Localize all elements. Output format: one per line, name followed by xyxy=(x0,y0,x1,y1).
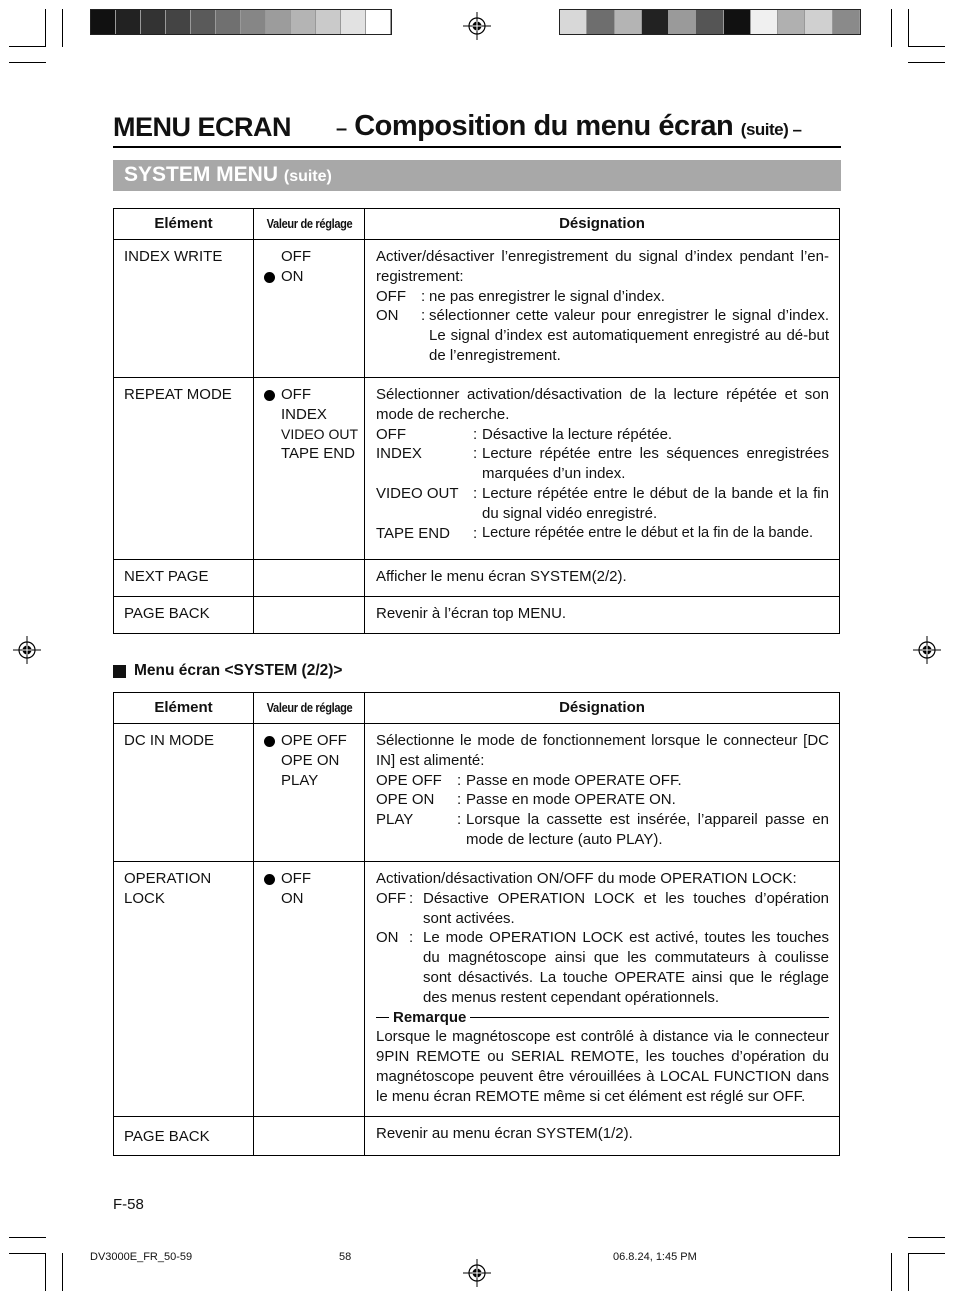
color-swatch xyxy=(724,10,751,34)
color-swatch xyxy=(141,10,166,34)
value-option-default: OFF xyxy=(264,869,364,889)
registration-mark-right-icon xyxy=(913,636,941,664)
value-option: ON xyxy=(281,889,304,907)
default-dot-icon xyxy=(264,736,275,747)
element-cell: OPERATION LOCK xyxy=(114,862,254,1117)
element-cell: PAGE BACK xyxy=(114,1117,254,1156)
color-swatch xyxy=(116,10,141,34)
system-menu-table-2 xyxy=(113,692,840,1156)
color-swatch xyxy=(366,10,391,34)
designation-cell xyxy=(365,724,840,862)
value-cell-empty xyxy=(254,597,365,634)
designation-item: VIDEO OUT : Lecture répétée entre le début de la bande et la fin du signal vidéo enregistré. xyxy=(376,484,829,522)
color-swatch xyxy=(166,10,191,34)
designation-item: OFF : ne pas enregistrer le signal d’index. xyxy=(376,287,665,305)
color-calibration-strip-right xyxy=(559,9,861,35)
color-swatch xyxy=(696,10,723,34)
section-title: SYSTEM MENU xyxy=(124,163,279,186)
value-cell xyxy=(254,240,365,378)
value-option: INDEX xyxy=(281,405,327,423)
color-swatch xyxy=(191,10,216,34)
square-bullet-icon xyxy=(113,665,126,678)
value-option: TAPE END xyxy=(281,445,355,463)
color-swatch xyxy=(587,10,614,34)
color-swatch xyxy=(266,10,291,34)
subheading-text: Menu écran <SYSTEM (2/2)> xyxy=(134,662,343,679)
color-swatch xyxy=(216,10,241,34)
designation-intro: Sélectionner activation/désactivation de la lecture répétée et son mode de recherche. xyxy=(376,386,829,423)
table-row xyxy=(114,597,840,634)
table-header-row xyxy=(114,209,840,240)
title-rule xyxy=(113,146,841,148)
color-swatch xyxy=(642,10,669,34)
designation-cell xyxy=(365,862,840,1117)
col-element: Elément xyxy=(114,209,254,240)
designation-item: OFF : Désactive OPERATION LOCK et les touches d’opération sont activées. xyxy=(376,889,829,927)
designation-intro: Sélectionne le mode de fonctionnement lorsque le connecteur [DC IN] est alimenté: xyxy=(376,732,829,769)
col-value: Valeur de réglage xyxy=(262,693,356,724)
color-swatch xyxy=(316,10,341,34)
value-option-default: OPE OFF xyxy=(264,731,364,751)
title-main: Composition du menu écran xyxy=(354,110,734,142)
color-swatch xyxy=(805,10,832,34)
value-option: VIDEO OUT xyxy=(281,425,359,442)
value-option-default: OFF xyxy=(264,385,364,405)
system-menu-table-1 xyxy=(113,208,840,634)
color-swatch xyxy=(669,10,696,34)
color-swatch xyxy=(751,10,778,34)
table-row xyxy=(114,862,840,1117)
value-option: OFF xyxy=(281,248,311,265)
page-title xyxy=(336,110,801,143)
color-swatch xyxy=(778,10,805,34)
col-designation: Désignation xyxy=(365,693,840,724)
footer-date: 06.8.24, 1:45 PM xyxy=(613,1251,697,1263)
page-title-menu-ecran: MENU ECRAN xyxy=(113,112,292,142)
designation-intro: Activer/désactiver l’enregistrement du signal d’index pendant l’en-registrement: xyxy=(376,248,829,285)
col-designation: Désignation xyxy=(365,209,840,240)
footer-sheet: 58 xyxy=(339,1251,352,1263)
designation-item: OFF : Désactive la lecture répétée. xyxy=(376,425,673,443)
table-row xyxy=(114,724,840,862)
title-dash: – xyxy=(336,118,347,140)
designation-item: TAPE END : Lecture répétée entre le début et la fin de la bande. xyxy=(376,524,814,542)
designation-item: ON : sélectionner cette valeur pour enregistrer le signal d’index. Le signal d’index est automatiquement enregistré au dé-but de l’enregistrement. xyxy=(376,307,829,364)
designation-cell: Revenir à l’écran top MENU. xyxy=(365,597,840,634)
value-option: OPE ON xyxy=(281,751,340,769)
designation-item: ON : Le mode OPERATION LOCK est activé, toutes les touches du magnétoscope ainsi que les commutateurs à coulisse sont désactivés. La touche OPERATE ainsi que le réglage des menus restent cependant opérationnels. xyxy=(376,929,829,1006)
element-cell: NEXT PAGE xyxy=(114,560,254,597)
section-suffix: (suite) xyxy=(283,168,332,185)
designation-cell xyxy=(365,378,840,560)
page-number: F-58 xyxy=(113,1196,144,1213)
value-cell-empty xyxy=(254,1117,365,1156)
value-option: PLAY xyxy=(281,771,319,789)
value-cell xyxy=(254,862,365,1117)
designation-item: INDEX : Lecture répétée entre les séquences enregistrées marquées d’un index. xyxy=(376,445,829,483)
registration-mark-top-icon xyxy=(463,12,491,40)
designation-item: OPE OFF : Passe en mode OPERATE OFF. xyxy=(376,771,682,789)
col-value: Valeur de réglage xyxy=(262,209,356,240)
section-bar xyxy=(113,160,841,191)
value-option-default: ON xyxy=(264,267,364,287)
note-heading: Remarque xyxy=(376,1008,829,1028)
value-cell-empty xyxy=(254,560,365,597)
table-row xyxy=(114,1117,840,1156)
color-swatch xyxy=(291,10,316,34)
default-dot-icon xyxy=(264,874,275,885)
table-row xyxy=(114,560,840,597)
designation-intro: Activation/désactivation ON/OFF du mode OPERATION LOCK: xyxy=(376,870,797,887)
color-calibration-strip-left xyxy=(90,9,392,35)
color-swatch xyxy=(241,10,266,34)
designation-cell: Afficher le menu écran SYSTEM(2/2). xyxy=(365,560,840,597)
subheading xyxy=(113,662,342,680)
element-cell: INDEX WRITE xyxy=(114,240,254,378)
color-swatch xyxy=(833,10,860,34)
element-cell: PAGE BACK xyxy=(114,597,254,634)
registration-mark-bottom-icon xyxy=(463,1259,491,1287)
footer-file: DV3000E_FR_50-59 xyxy=(90,1251,193,1263)
value-cell xyxy=(254,724,365,862)
table-header-row xyxy=(114,693,840,724)
table-row xyxy=(114,240,840,378)
designation-cell: Revenir au menu écran SYSTEM(1/2). xyxy=(365,1117,840,1156)
table-row xyxy=(114,378,840,560)
color-swatch xyxy=(560,10,587,34)
designation-cell xyxy=(365,240,840,378)
color-swatch xyxy=(91,10,116,34)
value-cell xyxy=(254,378,365,560)
element-cell: DC IN MODE xyxy=(114,724,254,862)
designation-item: PLAY : Lorsque la cassette est insérée, l’appareil passe en mode de lecture (auto PLAY). xyxy=(376,811,829,848)
color-swatch xyxy=(341,10,366,34)
note-text: Lorsque le magnétoscope est contrôlé à distance via le connecteur 9PIN REMOTE ou SERIAL REMOTE, les touches d’opération du magnétoscope peuvent être vérouillées à LOCAL FUNCTION dans le menu écran REMOTE même si cet élément est réglé sur OFF. xyxy=(376,1028,829,1105)
registration-mark-left-icon xyxy=(13,636,41,664)
col-element: Elément xyxy=(114,693,254,724)
default-dot-icon xyxy=(264,390,275,401)
designation-item: OPE ON : Passe en mode OPERATE ON. xyxy=(376,791,676,809)
default-dot-icon xyxy=(264,272,275,283)
element-cell: REPEAT MODE xyxy=(114,378,254,560)
title-suffix: (suite) – xyxy=(740,120,802,139)
color-swatch xyxy=(615,10,642,34)
